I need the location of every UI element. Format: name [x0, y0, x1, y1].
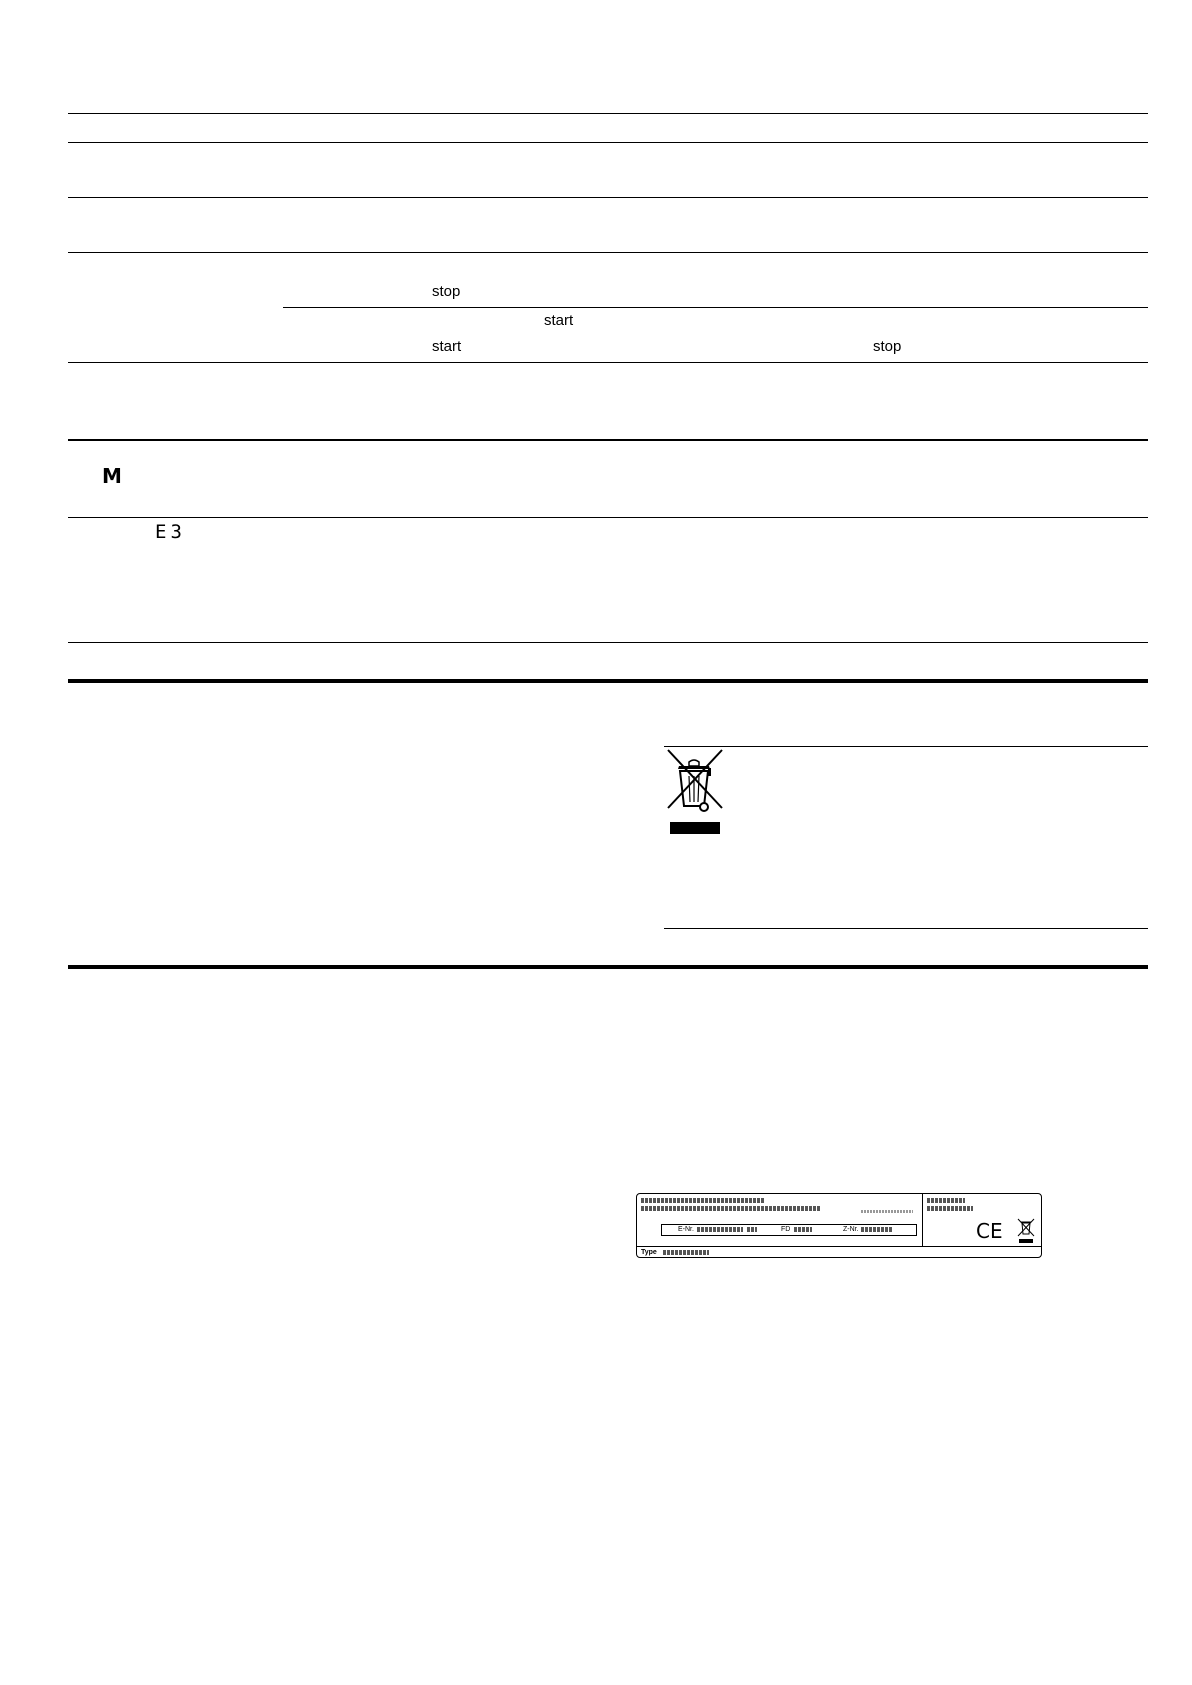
- plate-redacted-text: [861, 1210, 913, 1213]
- crossed-out-wheelie-bin-icon: [1017, 1218, 1035, 1244]
- plate-divider: [637, 1246, 1041, 1247]
- table-rule: [68, 517, 1148, 518]
- rating-plate: [636, 1193, 1042, 1258]
- start-label: start: [432, 338, 462, 355]
- znr-label: Z-Nr.: [843, 1226, 859, 1233]
- type-label: Type: [641, 1249, 657, 1256]
- plate-redacted-text: [641, 1206, 821, 1211]
- e3-symbol: E3: [155, 521, 186, 543]
- plate-redacted-text: [747, 1227, 757, 1232]
- plate-id-box: [661, 1224, 917, 1236]
- plate-divider: [922, 1194, 923, 1246]
- plate-redacted-text: [641, 1198, 765, 1203]
- plate-redacted-text: [927, 1206, 973, 1211]
- start-label-top: start: [544, 312, 574, 329]
- stop-label-right: stop: [873, 338, 902, 355]
- table-rule: [68, 362, 1148, 363]
- section-divider: [68, 965, 1148, 969]
- table-rule: [68, 142, 1148, 143]
- fd-label: FD: [781, 1226, 791, 1233]
- enr-label: E-Nr.: [678, 1226, 694, 1233]
- disposal-rule-top: [664, 746, 1148, 747]
- plate-redacted-text: [927, 1198, 965, 1203]
- disposal-rule-bottom: [664, 928, 1148, 929]
- table-subrule: [283, 307, 1148, 308]
- plate-redacted-text: [697, 1227, 743, 1232]
- table-rule: [68, 252, 1148, 253]
- plate-redacted-text: [794, 1227, 812, 1232]
- table-rule: [68, 642, 1148, 643]
- table-rule: [68, 439, 1148, 441]
- crossed-out-wheelie-bin-icon: [664, 748, 726, 836]
- section-divider: [68, 679, 1148, 683]
- table-rule: [68, 113, 1148, 114]
- plate-redacted-text: [663, 1250, 709, 1255]
- ce-mark: CE: [976, 1219, 1003, 1243]
- plate-redacted-text: [861, 1227, 893, 1232]
- table-rule: [68, 197, 1148, 198]
- m-symbol: M: [102, 464, 122, 488]
- stop-label: stop: [432, 283, 461, 300]
